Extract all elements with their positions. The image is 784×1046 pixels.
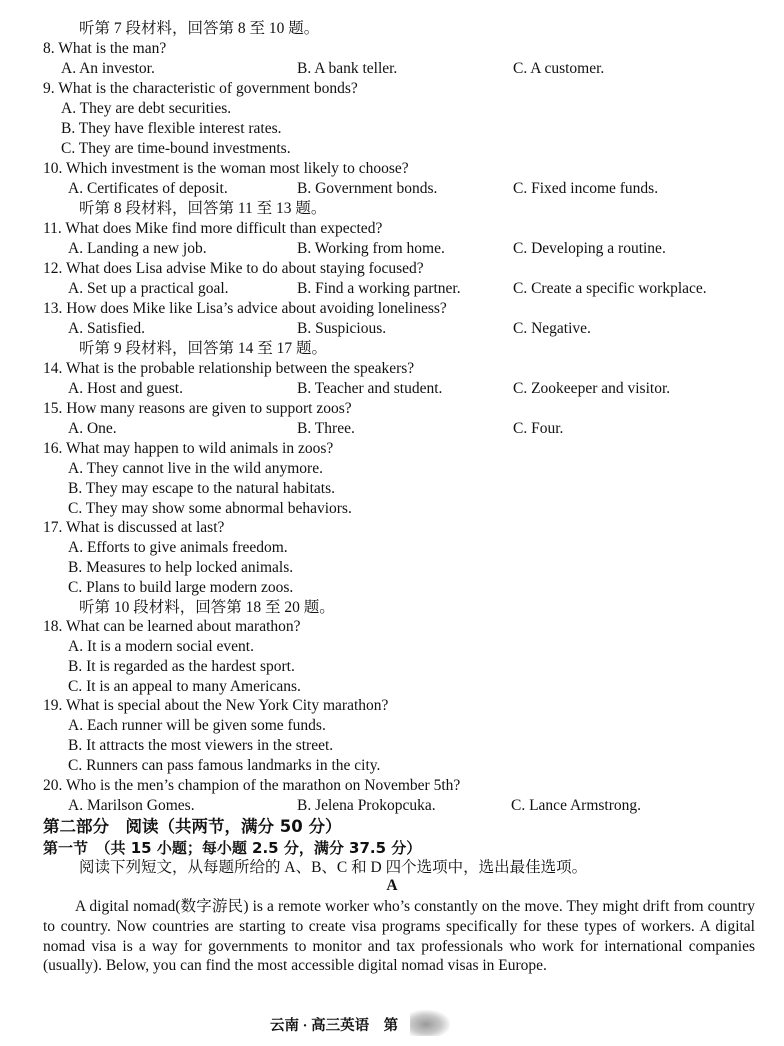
question-13-stem: 13. How does Mike like Lisa’s advice about avoiding loneliness? — [43, 300, 447, 317]
question-18-stem: 18. What can be learned about marathon? — [43, 618, 301, 635]
question-11-option-c: C. Developing a routine. — [513, 240, 666, 257]
section-heading-8: 听第 8 段材料，回答第 11 至 13 题。 — [79, 200, 327, 217]
section-one-title: 第一节 （共 15 小题；每小题 2.5 分，满分 37.5 分） — [43, 839, 422, 857]
question-15-option-c: C. Four. — [513, 420, 564, 437]
question-12-option-b: B. Find a working partner. — [297, 280, 461, 297]
question-8-option-a: A. An investor. — [61, 60, 155, 77]
scan-smudge — [410, 1010, 450, 1036]
section-heading-10: 听第 10 段材料，回答第 18 至 20 题。 — [79, 599, 335, 616]
question-19-stem: 19. What is special about the New York City marathon? — [43, 697, 389, 714]
question-19-option-b: B. It attracts the most viewers in the street. — [68, 737, 334, 754]
question-10-option-b: B. Government bonds. — [297, 180, 438, 197]
question-18-option-c: C. It is an appeal to many Americans. — [68, 678, 301, 695]
question-10-option-a: A. Certificates of deposit. — [68, 180, 228, 197]
reading-instruction: 阅读下列短文，从每题所给的 A、B、C 和 D 四个选项中，选出最佳选项。 — [79, 859, 588, 876]
question-17-option-b: B. Measures to help locked animals. — [68, 559, 294, 576]
question-20-option-b: B. Jelena Prokopcuka. — [297, 797, 436, 814]
question-14-option-b: B. Teacher and student. — [297, 380, 443, 397]
page-footer: 云南 · 高三英语 第 — [270, 1018, 399, 1034]
part-two-title: 第二部分 阅读（共两节，满分 50 分） — [43, 817, 342, 836]
question-9-stem: 9. What is the characteristic of government bonds? — [43, 80, 358, 97]
question-20-option-a: A. Marilson Gomes. — [68, 797, 195, 814]
question-8-stem: 8. What is the man? — [43, 40, 167, 57]
question-8-option-b: B. A bank teller. — [297, 60, 398, 77]
question-15-option-a: A. One. — [68, 420, 117, 437]
question-19-option-c: C. Runners can pass famous landmarks in the city. — [68, 757, 381, 774]
question-16-option-b: B. They may escape to the natural habitats. — [68, 480, 336, 497]
question-14-option-a: A. Host and guest. — [68, 380, 183, 397]
section-heading-7: 听第 7 段材料，回答第 8 至 10 题。 — [79, 20, 320, 37]
question-13-option-b: B. Suspicious. — [297, 320, 387, 337]
passage-a-text: A digital nomad(数字游民) is a remote worker who’s constantly on the move. They might drift from country to country. Now countries are starting to create visa programs specifically for these types of workers. A digital nomad visa is a way for governments to monitor and tax professionals who work for international companies (usually). Below, you can find the most accessible digital nomad visas in Europe. — [43, 898, 755, 975]
question-14-stem: 14. What is the probable relationship between the speakers? — [43, 360, 415, 377]
question-12-stem: 12. What does Lisa advise Mike to do about staying focused? — [43, 260, 424, 277]
question-16-option-a: A. They cannot live in the wild anymore. — [68, 460, 323, 477]
question-17-option-a: A. Efforts to give animals freedom. — [68, 539, 288, 556]
question-17-stem: 17. What is discussed at last? — [43, 519, 225, 536]
question-16-option-c: C. They may show some abnormal behaviors. — [68, 500, 352, 517]
question-14-option-c: C. Zookeeper and visitor. — [513, 380, 671, 397]
question-16-stem: 16. What may happen to wild animals in zoos? — [43, 440, 334, 457]
question-10-option-c: C. Fixed income funds. — [513, 180, 659, 197]
question-9-option-b: B. They have flexible interest rates. — [61, 120, 282, 137]
question-12-option-a: A. Set up a practical goal. — [68, 280, 229, 297]
question-10-stem: 10. Which investment is the woman most likely to choose? — [43, 160, 409, 177]
question-15-option-b: B. Three. — [297, 420, 355, 437]
passage-label: A — [386, 877, 398, 894]
question-13-option-a: A. Satisfied. — [68, 320, 146, 337]
question-18-option-a: A. It is a modern social event. — [68, 638, 254, 655]
question-9-option-c: C. They are time-bound investments. — [61, 140, 291, 157]
question-20-stem: 20. Who is the men’s champion of the marathon on November 5th? — [43, 777, 461, 794]
question-11-option-b: B. Working from home. — [297, 240, 445, 257]
question-15-stem: 15. How many reasons are given to support zoos? — [43, 400, 352, 417]
question-13-option-c: C. Negative. — [513, 320, 591, 337]
question-17-option-c: C. Plans to build large modern zoos. — [68, 579, 294, 596]
question-9-option-a: A. They are debt securities. — [61, 100, 232, 117]
question-12-option-c: C. Create a specific workplace. — [513, 280, 707, 297]
question-18-option-b: B. It is regarded as the hardest sport. — [68, 658, 295, 675]
question-8-option-c: C. A customer. — [513, 60, 605, 77]
question-11-option-a: A. Landing a new job. — [68, 240, 207, 257]
question-20-option-c: C. Lance Armstrong. — [511, 797, 642, 814]
question-11-stem: 11. What does Mike find more difficult than expected? — [43, 220, 383, 237]
section-heading-9: 听第 9 段材料，回答第 14 至 17 题。 — [79, 340, 328, 357]
question-19-option-a: A. Each runner will be given some funds. — [68, 717, 326, 734]
